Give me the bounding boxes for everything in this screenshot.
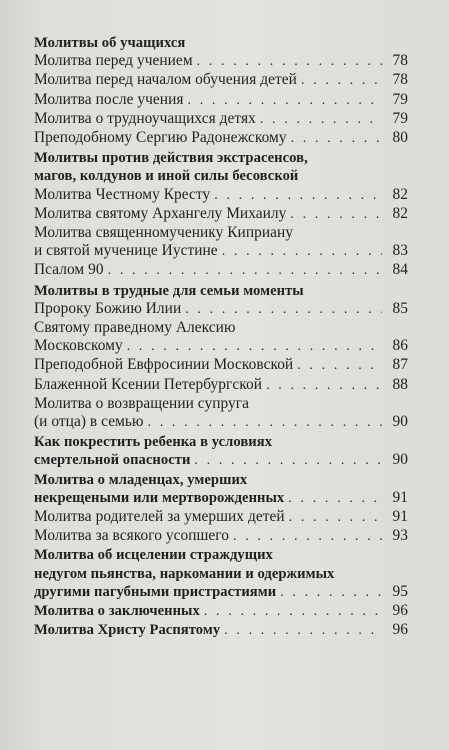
toc-entry-label: Молитва о трудноучащихся детях — [34, 109, 256, 127]
toc-entry — [34, 242, 408, 261]
dot-leader — [200, 603, 382, 621]
toc-entry — [34, 261, 408, 280]
toc-entry-label: Святому праведному Алексию — [34, 319, 236, 337]
dot-leader — [297, 72, 382, 90]
toc-entry-label: Преподобному Сергию Радонежскому — [34, 129, 287, 147]
toc-page-number: 96 — [392, 621, 408, 639]
toc-entry-label: магов, колдунов и иной силы бесовской — [34, 168, 299, 185]
toc-entry-label: Молитва о возвращении супруга — [34, 394, 250, 412]
toc-entry-label: Молитва об исцелении страждущих — [34, 547, 273, 564]
toc-section-heading — [34, 565, 408, 583]
toc-page-number: 86 — [392, 337, 408, 355]
toc-entry — [34, 300, 408, 319]
toc-entry — [34, 376, 408, 395]
toc-entry-label: Молитва о заключенных — [34, 603, 200, 620]
toc-entry-label: другими пагубными пристрастиями — [34, 583, 277, 600]
dot-leader — [287, 130, 382, 148]
toc-page-number: 80 — [392, 129, 408, 147]
toc-section-heading — [34, 546, 408, 564]
toc-entry — [34, 395, 408, 413]
toc-entry-label: смертельной опасности — [34, 452, 191, 469]
toc-section-heading — [34, 34, 408, 52]
toc-section-heading — [34, 471, 408, 489]
toc-page-number: 91 — [392, 508, 408, 526]
toc-page-number: 83 — [392, 242, 408, 260]
toc-entry — [34, 224, 408, 242]
toc-entry — [34, 186, 408, 205]
toc-page-number: 79 — [392, 90, 408, 108]
toc-page-number: 88 — [392, 375, 408, 393]
toc-entry-label: Молитва после учения — [34, 90, 184, 108]
toc-entry — [34, 129, 408, 148]
toc-entry — [34, 110, 408, 129]
toc-section-heading — [34, 583, 408, 602]
toc-entry-label: Молитва святому Архангелу Михаилу — [34, 204, 287, 222]
toc-entry-label: и святой мученице Иустине — [34, 242, 218, 260]
toc-entry-label: Молитвы об учащихся — [34, 35, 186, 51]
toc-entry-label: Молитва родителей за умерших детей — [34, 508, 285, 526]
dot-leader — [123, 338, 382, 356]
toc-entry-label: некрещеными или мертворожденных — [34, 489, 285, 506]
dot-leader — [190, 452, 382, 470]
toc-section-heading — [34, 167, 408, 185]
toc-entry — [34, 337, 408, 356]
toc-entry — [34, 52, 408, 71]
toc-section-heading — [34, 621, 408, 640]
toc-entry-label: Пророку Божию Илии — [34, 299, 182, 317]
dot-leader — [144, 414, 383, 432]
dot-leader — [293, 357, 382, 375]
toc-entry-label: недугом пьянства, наркомании и одержимых — [34, 565, 335, 582]
toc-page-number: 84 — [392, 261, 408, 279]
toc-entry-label: Молитва священномученику Киприану — [34, 224, 294, 242]
toc-entry-label: Молитва Христу Распятому — [34, 622, 221, 639]
toc-entry — [34, 413, 408, 432]
toc-page-number: 90 — [392, 413, 408, 431]
toc-entry — [34, 356, 408, 375]
dot-leader — [285, 509, 382, 527]
toc-section-heading — [34, 602, 408, 621]
toc-entry-label: Молитва за всякого усопшего — [34, 527, 230, 545]
dot-leader — [193, 53, 382, 71]
toc-entry — [34, 71, 408, 90]
dot-leader — [276, 584, 382, 602]
toc-page-number: 87 — [392, 356, 408, 374]
dot-leader — [218, 243, 382, 261]
toc-page-number: 85 — [392, 299, 408, 317]
toc-entry — [34, 91, 408, 110]
dot-leader — [104, 262, 382, 280]
toc-entry-label: Молитвы в трудные для семьи моменты — [34, 282, 304, 299]
dot-leader — [181, 301, 382, 319]
dot-leader — [220, 622, 382, 640]
toc-page-number: 93 — [392, 527, 408, 545]
toc-entry-label: Псалом 90 — [34, 261, 104, 279]
toc-entry-label: Преподобной Евфросинии Московской — [34, 356, 294, 374]
toc-page-number: 82 — [392, 185, 408, 203]
toc-page-number: 82 — [392, 204, 408, 222]
dot-leader — [184, 92, 382, 110]
dot-leader — [284, 490, 382, 508]
toc-page-number: 90 — [392, 451, 408, 469]
toc-page-number: 96 — [392, 602, 408, 620]
toc-entry-label: Московскому — [34, 337, 123, 355]
toc-entry — [34, 205, 408, 224]
toc-entry — [34, 527, 408, 546]
table-of-contents — [34, 34, 408, 641]
toc-entry-label: Молитвы против действия экстрасенсов, — [34, 150, 308, 167]
toc-entry — [34, 508, 408, 527]
toc-page-number: 91 — [392, 488, 408, 506]
toc-page-number: 78 — [392, 52, 408, 70]
toc-entry-label: Молитва о младенцах, умерших — [34, 471, 248, 488]
toc-entry-label: Как покрестить ребенка в условиях — [34, 434, 273, 451]
toc-page-number: 95 — [392, 582, 408, 600]
dot-leader — [286, 206, 382, 224]
dot-leader — [262, 377, 382, 395]
toc-entry-label: Молитва перед учением — [34, 52, 193, 70]
toc-entry-label: Молитва перед началом обучения детей — [34, 71, 297, 89]
toc-page-number: 79 — [392, 109, 408, 127]
toc-page-number: 78 — [392, 71, 408, 89]
toc-section-heading — [34, 282, 408, 300]
toc-section-heading — [34, 433, 408, 451]
toc-section-heading — [34, 489, 408, 508]
toc-entry-label: Блаженной Ксении Петербургской — [34, 375, 263, 393]
dot-leader — [210, 187, 382, 205]
toc-section-heading — [34, 149, 408, 167]
dot-leader — [256, 111, 382, 129]
toc-entry-label: (и отца) в семью — [34, 413, 144, 431]
toc-section-heading — [34, 451, 408, 470]
toc-entry — [34, 319, 408, 337]
dot-leader — [229, 528, 382, 546]
toc-entry-label: Молитва Честному Кресту — [34, 185, 211, 203]
